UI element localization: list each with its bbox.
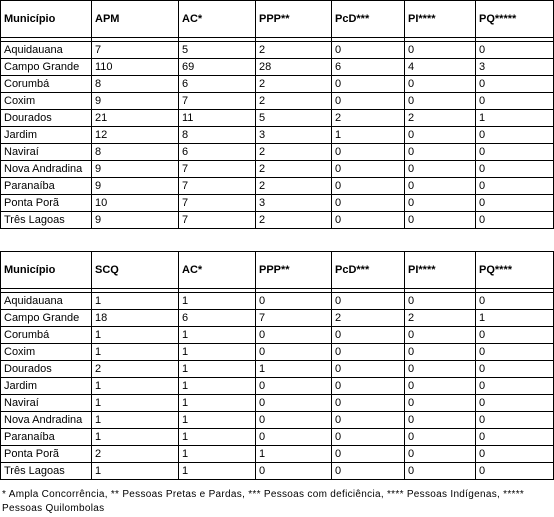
value-cell: 0	[405, 395, 476, 412]
value-cell: 1	[179, 361, 256, 378]
value-cell: 6	[179, 144, 256, 161]
municipio-cell: Naviraí	[1, 395, 92, 412]
value-cell: 1	[179, 463, 256, 480]
value-cell: 0	[332, 344, 405, 361]
value-cell: 0	[405, 327, 476, 344]
value-cell: 0	[405, 212, 476, 229]
value-cell: 0	[476, 463, 554, 480]
value-cell: 4	[405, 59, 476, 76]
value-cell: 110	[92, 59, 179, 76]
value-cell: 1	[92, 412, 179, 429]
value-cell: 0	[256, 327, 332, 344]
value-cell: 28	[256, 59, 332, 76]
value-cell: 10	[92, 195, 179, 212]
value-cell: 6	[179, 76, 256, 93]
value-cell: 0	[256, 344, 332, 361]
table-header-row	[1, 252, 554, 289]
municipio-cell: Nova Andradina	[1, 412, 92, 429]
value-cell: 2	[405, 310, 476, 327]
table-row	[1, 161, 554, 178]
municipio-cell: Ponta Porã	[1, 446, 92, 463]
value-cell: 1	[179, 327, 256, 344]
value-cell: 0	[256, 378, 332, 395]
value-cell: 0	[256, 429, 332, 446]
header-pcd: PcD***	[332, 252, 405, 289]
table-row	[1, 93, 554, 110]
header-municipio: Município	[1, 1, 92, 38]
table-row	[1, 463, 554, 480]
value-cell: 3	[256, 195, 332, 212]
municipio-cell: Jardim	[1, 127, 92, 144]
table-row	[1, 144, 554, 161]
value-cell: 11	[179, 110, 256, 127]
municipio-cell: Aquidauana	[1, 42, 92, 59]
municipio-cell: Ponta Porã	[1, 195, 92, 212]
value-cell: 0	[476, 429, 554, 446]
value-cell: 1	[92, 293, 179, 310]
value-cell: 1	[179, 395, 256, 412]
value-cell: 0	[332, 327, 405, 344]
municipio-cell: Paranaíba	[1, 178, 92, 195]
value-cell: 0	[476, 293, 554, 310]
table-row	[1, 378, 554, 395]
value-cell: 2	[92, 446, 179, 463]
value-cell: 21	[92, 110, 179, 127]
value-cell: 2	[256, 42, 332, 59]
value-cell: 0	[256, 395, 332, 412]
value-cell: 0	[332, 463, 405, 480]
value-cell: 1	[256, 361, 332, 378]
value-cell: 2	[256, 93, 332, 110]
value-cell: 2	[332, 110, 405, 127]
value-cell: 7	[256, 310, 332, 327]
value-cell: 7	[179, 93, 256, 110]
municipio-cell: Corumbá	[1, 76, 92, 93]
value-cell: 1	[179, 446, 256, 463]
table-row	[1, 42, 554, 59]
value-cell: 2	[405, 110, 476, 127]
value-cell: 1	[179, 293, 256, 310]
header-ac: AC*	[179, 252, 256, 289]
municipio-cell: Dourados	[1, 361, 92, 378]
value-cell: 0	[332, 93, 405, 110]
value-cell: 2	[92, 361, 179, 378]
table-row	[1, 446, 554, 463]
value-cell: 0	[256, 463, 332, 480]
municipio-cell: Três Lagoas	[1, 212, 92, 229]
header-ppp: PPP**	[256, 252, 332, 289]
value-cell: 7	[179, 161, 256, 178]
value-cell: 0	[405, 361, 476, 378]
value-cell: 0	[405, 93, 476, 110]
header-ac: AC*	[179, 1, 256, 38]
table-row	[1, 395, 554, 412]
municipio-cell: Naviraí	[1, 144, 92, 161]
value-cell: 0	[476, 195, 554, 212]
value-cell: 0	[476, 344, 554, 361]
value-cell: 0	[476, 93, 554, 110]
value-cell: 2	[256, 212, 332, 229]
table-row	[1, 327, 554, 344]
value-cell: 7	[92, 42, 179, 59]
value-cell: 2	[332, 310, 405, 327]
value-cell: 0	[405, 344, 476, 361]
header-pcd: PcD***	[332, 1, 405, 38]
value-cell: 0	[405, 463, 476, 480]
value-cell: 7	[179, 212, 256, 229]
value-cell: 0	[405, 412, 476, 429]
municipio-cell: Nova Andradina	[1, 161, 92, 178]
table-row	[1, 59, 554, 76]
value-cell: 0	[332, 446, 405, 463]
table-row	[1, 110, 554, 127]
value-cell: 1	[92, 327, 179, 344]
value-cell: 0	[476, 127, 554, 144]
value-cell: 3	[256, 127, 332, 144]
value-cell: 1	[476, 110, 554, 127]
value-cell: 0	[332, 42, 405, 59]
value-cell: 0	[405, 42, 476, 59]
vacancy-table-apm	[0, 0, 554, 229]
value-cell: 0	[332, 361, 405, 378]
value-cell: 0	[332, 76, 405, 93]
value-cell: 5	[179, 42, 256, 59]
value-cell: 2	[256, 178, 332, 195]
value-cell: 1	[179, 378, 256, 395]
table-row	[1, 344, 554, 361]
municipio-cell: Coxim	[1, 93, 92, 110]
value-cell: 0	[332, 161, 405, 178]
value-cell: 6	[332, 59, 405, 76]
value-cell: 0	[476, 378, 554, 395]
value-cell: 0	[332, 429, 405, 446]
table-header-row	[1, 1, 554, 38]
value-cell: 7	[179, 178, 256, 195]
header-pq: PQ*****	[476, 1, 554, 38]
value-cell: 0	[405, 161, 476, 178]
header-municipio: Município	[1, 252, 92, 289]
municipio-cell: Dourados	[1, 110, 92, 127]
value-cell: 0	[256, 412, 332, 429]
value-cell: 7	[179, 195, 256, 212]
value-cell: 1	[92, 378, 179, 395]
value-cell: 0	[332, 378, 405, 395]
table-row	[1, 127, 554, 144]
municipio-cell: Campo Grande	[1, 310, 92, 327]
value-cell: 2	[256, 144, 332, 161]
municipio-cell: Três Lagoas	[1, 463, 92, 480]
table-body	[1, 38, 554, 229]
value-cell: 2	[256, 76, 332, 93]
value-cell: 1	[332, 127, 405, 144]
footnote: * Ampla Concorrência, ** Pessoas Pretas e Pardas, *** Pessoas com deficiência, **** Pessoas Indígenas, ***** Pessoas Quilombolas	[2, 489, 525, 514]
value-cell: 8	[92, 76, 179, 93]
value-cell: 0	[476, 446, 554, 463]
table-row	[1, 195, 554, 212]
value-cell: 0	[405, 127, 476, 144]
vacancy-table-scq	[0, 251, 554, 480]
value-cell: 12	[92, 127, 179, 144]
header-apm: APM	[92, 1, 179, 38]
value-cell: 0	[332, 178, 405, 195]
value-cell: 0	[332, 293, 405, 310]
value-cell: 6	[179, 310, 256, 327]
value-cell: 0	[405, 378, 476, 395]
value-cell: 1	[92, 395, 179, 412]
header-pq: PQ****	[476, 252, 554, 289]
value-cell: 0	[405, 76, 476, 93]
value-cell: 0	[476, 412, 554, 429]
municipio-cell: Coxim	[1, 344, 92, 361]
value-cell: 0	[476, 76, 554, 93]
municipio-cell: Paranaíba	[1, 429, 92, 446]
value-cell: 9	[92, 93, 179, 110]
value-cell: 0	[405, 293, 476, 310]
value-cell: 0	[332, 395, 405, 412]
table-row	[1, 429, 554, 446]
value-cell: 0	[405, 195, 476, 212]
value-cell: 0	[476, 144, 554, 161]
table-row	[1, 178, 554, 195]
table-row	[1, 76, 554, 93]
value-cell: 0	[405, 446, 476, 463]
header-pi: PI****	[405, 1, 476, 38]
municipio-cell: Campo Grande	[1, 59, 92, 76]
value-cell: 1	[92, 463, 179, 480]
table-row	[1, 361, 554, 378]
value-cell: 1	[256, 446, 332, 463]
value-cell: 0	[476, 178, 554, 195]
value-cell: 0	[332, 212, 405, 229]
municipio-cell: Corumbá	[1, 327, 92, 344]
value-cell: 0	[405, 178, 476, 195]
table-row	[1, 212, 554, 229]
header-scq: SCQ	[92, 252, 179, 289]
value-cell: 1	[179, 429, 256, 446]
table-row	[1, 412, 554, 429]
value-cell: 0	[405, 144, 476, 161]
value-cell: 1	[179, 344, 256, 361]
table-row	[1, 293, 554, 310]
value-cell: 8	[179, 127, 256, 144]
municipio-cell: Jardim	[1, 378, 92, 395]
value-cell: 0	[405, 429, 476, 446]
value-cell: 9	[92, 161, 179, 178]
municipio-cell: Aquidauana	[1, 293, 92, 310]
value-cell: 3	[476, 59, 554, 76]
value-cell: 0	[476, 42, 554, 59]
value-cell: 0	[476, 361, 554, 378]
value-cell: 69	[179, 59, 256, 76]
value-cell: 0	[332, 144, 405, 161]
value-cell: 0	[476, 327, 554, 344]
value-cell: 5	[256, 110, 332, 127]
value-cell: 1	[92, 429, 179, 446]
value-cell: 0	[332, 195, 405, 212]
value-cell: 0	[476, 212, 554, 229]
table-body	[1, 289, 554, 480]
value-cell: 1	[476, 310, 554, 327]
header-pi: PI****	[405, 252, 476, 289]
table-row	[1, 310, 554, 327]
value-cell: 1	[92, 344, 179, 361]
value-cell: 9	[92, 212, 179, 229]
value-cell: 0	[476, 161, 554, 178]
header-ppp: PPP**	[256, 1, 332, 38]
value-cell: 1	[179, 412, 256, 429]
value-cell: 0	[332, 412, 405, 429]
value-cell: 2	[256, 161, 332, 178]
value-cell: 8	[92, 144, 179, 161]
value-cell: 0	[256, 293, 332, 310]
value-cell: 18	[92, 310, 179, 327]
value-cell: 0	[476, 395, 554, 412]
value-cell: 9	[92, 178, 179, 195]
